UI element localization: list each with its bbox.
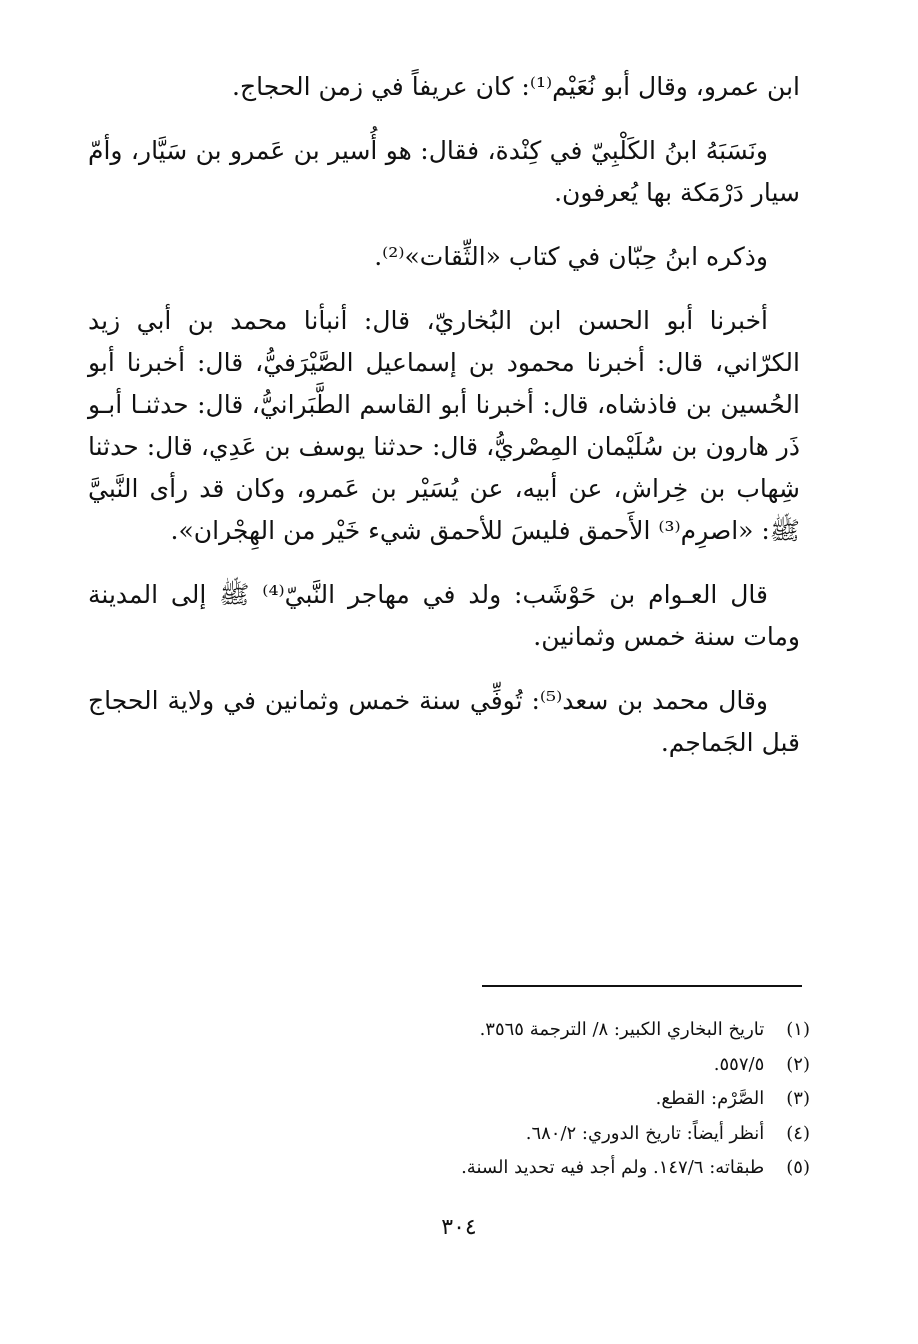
main-text: [88, 66, 800, 786]
footnote-separator: [482, 985, 802, 987]
footnote-number: (٥): [786, 1157, 810, 1178]
paragraph-4: أخبرنا أبو الحسن ابن البُخاريّ، قال: أنبأنا محمد بن أبي زيد الكرّاني، قال: أخبرنا محمود بن إسماعيل الصَّيْرَفيُّ، قال: أخبرنا أبو الحُسين بن فاذشاه، قال: أخبرنا أبو القاسم الطَّبَرانيُّ، قال: حدثنـا أبـو ذَر هارون بن سُلَيْمان المِصْريُّ، قال: حدثنا يوسف بن عَدِي، قال: حدثنا شِهاب بن خِراش، عن أبيه، عن يُسَيْر بن عَمرو، وكان قد رأى النَّبيَّ ﷺ: «اصرِم⁽³⁾ الأَحمق فليسَ للأحمق شيء خَيْر من الهِجْران».: [88, 306, 800, 545]
footnote-number: (٤): [786, 1122, 810, 1144]
footnote-number: (١): [786, 1019, 810, 1040]
footnotes: [300, 1013, 810, 1186]
footnote-text: تاريخ البخاري الكبير: ٨/ الترجمة ٣٥٦٥.: [479, 1019, 765, 1040]
paragraph-3: وذكره ابنُ حِبّان في كتاب «الثِّقات»⁽²⁾.: [374, 242, 768, 271]
footnote-text: طبقاته: ١٤٧/٦. ولم أجد فيه تحديد السنة.: [461, 1157, 765, 1178]
footnote-text: أنظر أيضاً: تاريخ الدوري: ٦٨٠/٢.: [525, 1122, 765, 1144]
paragraph-2: ونَسَبَهُ ابنُ الكَلْبِيّ في كِنْدة، فقال: هو أُسير بن عَمرو بن سَيَّار، وأمّ سيار دَرْمَكة بها يُعرفون.: [88, 136, 800, 207]
footnote-text: ٥٥٧/٥.: [713, 1053, 765, 1075]
page-number: ٣٠٤: [441, 1215, 477, 1240]
footnote-number: (٣): [786, 1088, 810, 1109]
footnote-4: [300, 1117, 810, 1152]
footnote-number: (٢): [786, 1053, 810, 1075]
footnote-2: [300, 1048, 810, 1083]
paragraph-1: ابن عمرو، وقال أبو نُعَيْم⁽¹⁾: كان عريفاً في زمن الحجاج.: [232, 72, 800, 101]
paragraph-5: قال العـوام بن حَوْشَب: ولد في مهاجر النَّبيّ⁽⁴⁾ ﷺ إلى المدينة ومات سنة خمس وثمانين.: [88, 580, 800, 651]
footnote-text: الصَّرْم: القطع.: [655, 1088, 765, 1109]
footnote-3: [300, 1082, 810, 1117]
paragraph-6: وقال محمد بن سعد⁽⁵⁾: تُوفِّي سنة خمس وثمانين في ولاية الحجاج قبل الجَماجم.: [88, 686, 800, 757]
footnote-5: [300, 1151, 810, 1186]
footnote-1: [300, 1013, 810, 1048]
